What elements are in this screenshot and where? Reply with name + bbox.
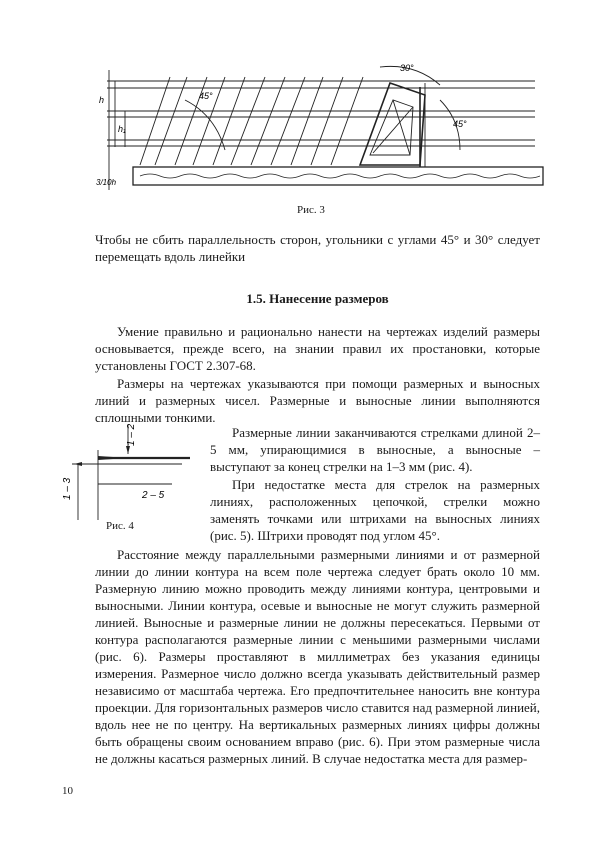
- fig4-label-top: 1 – 2: [126, 423, 137, 446]
- figure-3-caption: Рис. 3: [297, 204, 325, 216]
- fig3-label-angle45-left: 45°: [199, 91, 213, 101]
- side-paragraph-2: При недостатке места для стрелок на размерных линиях, расположенных цепочкой, стрелки можно заменять точками или штрихами на выносных линиях (рис. 5). Штрихи проводят под углом 45°.: [210, 477, 540, 543]
- fig3-label-h1: h₁: [118, 124, 126, 134]
- section-heading: 1.5. Нанесение размеров: [246, 291, 389, 306]
- fig3-label-angle45-right: 45°: [453, 119, 467, 129]
- figure-4-drawing: [62, 420, 192, 520]
- intro-paragraph: Чтобы не сбить параллельность сторон, угольники с углами 45° и 30° следует перемещать вдоль линейки: [95, 232, 540, 264]
- paragraph-2: Размеры на чертежах указываются при помощи размерных и выносных линий и размерных чисел. Размерные и выносные линии выполняются сплошными тонкими.: [95, 376, 540, 425]
- fig3-label-h: h: [99, 95, 105, 105]
- fig3-label-angle30: 30°: [400, 63, 414, 73]
- main-paragraph: Расстояние между параллельными размерными линиями и от размерной линии до линии контура на всем поле чертежа следует брать около 10 мм. Размерную линию можно проводить между линиями контура, центровыми и выносными. Линии контура, осевые и выносные не могут служить размерной линией. Выносные и размерные линии не должны пересекаться. Первыми от контура располагаются размерные линии с меньшими размерными числами (рис. 6). Размеры проставляют в миллиметрах без указания единицы измерения. Размерное число должно всегда указывать действительный размер независимо от масштаба чертежа. Его предпочтительнее наносить вне контура проекции. Для горизонтальных размеров число ставится над размерной линией, вдоль нее не по центру. На вертикальных размерных линиях цифры должны быть обращены своим основанием вправо (рис. 6). При этом размерные числа не должны касаться размерных линий. В случае недостатка места для размер-: [95, 547, 540, 766]
- figure-4-caption: Рис. 4: [106, 520, 134, 532]
- fig3-label-offset: 3/10h: [96, 178, 117, 187]
- fig4-label-bottom: 2 – 5: [142, 490, 165, 501]
- side-paragraph-1: Размерные линии заканчиваются стрелками длиной 2–5 мм, упирающимися в выносные, а выносные – выступают за конец стрелки на 1–3 мм (рис. 4).: [210, 425, 540, 474]
- paragraph-1: Умение правильно и рационально нанести на чертежах изделий размеры основывается, прежде всего, на знании правил их простановки, которые установлены ГОСТ 2.307-68.: [95, 324, 540, 373]
- figure-3-drawing: [95, 55, 550, 190]
- fig4-label-left: 1 – 3: [62, 477, 73, 500]
- page-number: 10: [62, 785, 73, 797]
